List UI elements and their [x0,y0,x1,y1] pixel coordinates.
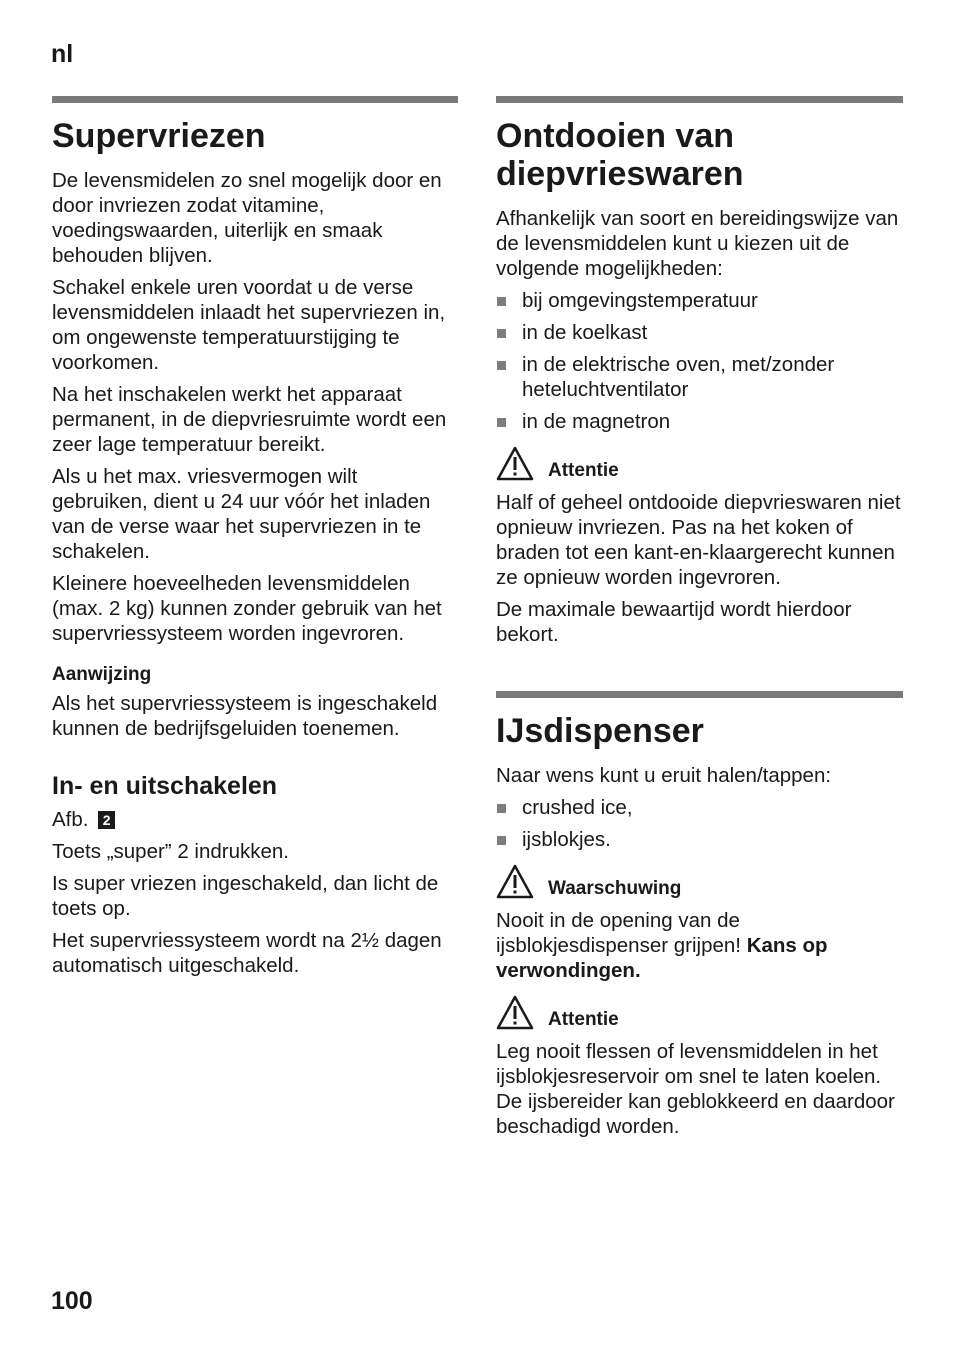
warning-triangle-icon [496,864,534,900]
paragraph: Kleinere hoeveelheden levensmiddelen (max. 2 kg) kunnen zonder gebruik van het supervriessysteem worden ingevroren. [52,572,442,645]
section-title-supervriezen: Supervriezen [52,117,266,155]
left-column [52,96,458,985]
paragraph: De levensmidelen zo snel mogelijk door en door invriezen zodat vitamine, voedingswaarden, uiterlijk en smaak behouden blijven. [52,169,442,267]
attention-header [496,993,903,1031]
list-item: in de magnetron [496,409,903,434]
attention-label: Attentie [548,1009,619,1030]
ice-dispenser-section [496,691,903,1139]
paragraph: Schakel enkele uren voordat u de verse levensmiddelen inlaadt het supervriezen in, om ongewenste temperatuurstijging te voorkomen. [52,276,446,374]
right-column [496,96,903,1146]
note-text: Als het supervriessysteem is ingeschakeld kunnen de bedrijfsgeluiden toenemen. [52,692,438,740]
step-text: Toets „super” 2 indrukken. [52,840,290,863]
list-item: in de elektrische oven, met/zonder heteluchtventilator [496,352,903,402]
warning-text: Nooit in de opening van de ijsblokjesdispenser grijpen! Kans op verwondingen. [496,909,828,982]
list-item: ijsblokjes. [496,827,903,852]
attention-text: Leg nooit flessen of levensmiddelen in het ijsblokjesreservoir om snel te laten koelen. De ijsbereider kan geblokkeerd en daardoor beschadigd worden. [496,1040,895,1138]
warning-label: Waarschuwing [548,878,682,899]
page-number: 100 [51,1287,93,1315]
warning-emphasis: Kans op verwondingen. [496,934,828,982]
paragraph: De maximale bewaartijd wordt hierdoor bekort. [496,598,852,646]
figure-reference [52,807,458,832]
paragraph: Afhankelijk van soort en bereidingswijze van de levensmiddelen kunt u kiezen uit de volgende mogelijkheden: [496,207,899,280]
bullet-icon [497,836,506,845]
language-label: nl [51,40,74,68]
section-title-ice-dispenser: IJsdispenser [496,712,704,750]
section-rule [52,96,458,103]
thaw-options-list [496,288,903,434]
attention-text: Half of geheel ontdooide diepvrieswaren niet opnieuw invriezen. Pas na het koken of braden tot een kant-en-klaargerecht kunnen ze opnieuw worden ingevroren. [496,491,901,589]
paragraph: Na het inschakelen werkt het apparaat permanent, in de diepvriesruimte wordt een zeer lage temperatuur bereikt. [52,383,447,456]
step-text: Het supervriessysteem wordt na 2½ dagen automatisch uitgeschakeld. [52,929,442,977]
bullet-icon [497,297,506,306]
step-text: Is super vriezen ingeschakeld, dan licht de toets op. [52,872,439,920]
section-rule [496,96,903,103]
list-item: bij omgevingstemperatuur [496,288,903,313]
list-item: in de koelkast [496,320,903,345]
section-rule [496,691,903,698]
list-item: crushed ice, [496,795,903,820]
figure-number-badge: 2 [98,811,115,829]
paragraph: Als u het max. vriesvermogen wilt gebruiken, dient u 24 uur vóór het inladen van de verse waar het supervriezen in te schakelen. [52,465,431,563]
note-title: Aanwijzing [52,664,152,685]
attention-header [496,444,903,482]
paragraph: Naar wens kunt u eruit halen/tappen: [496,764,832,787]
subheading-switching: In- en uitschakelen [52,772,278,800]
bullet-icon [497,361,506,370]
warning-header [496,862,903,900]
bullet-icon [497,329,506,338]
bullet-icon [497,418,506,427]
attention-label: Attentie [548,460,619,481]
section-title-thawing: Ontdooien van diepvrieswaren [496,117,744,193]
warning-triangle-icon [496,446,534,482]
warning-triangle-icon [496,995,534,1031]
figure-label: Afb. [52,808,89,831]
bullet-icon [497,804,506,813]
ice-options-list [496,795,903,852]
